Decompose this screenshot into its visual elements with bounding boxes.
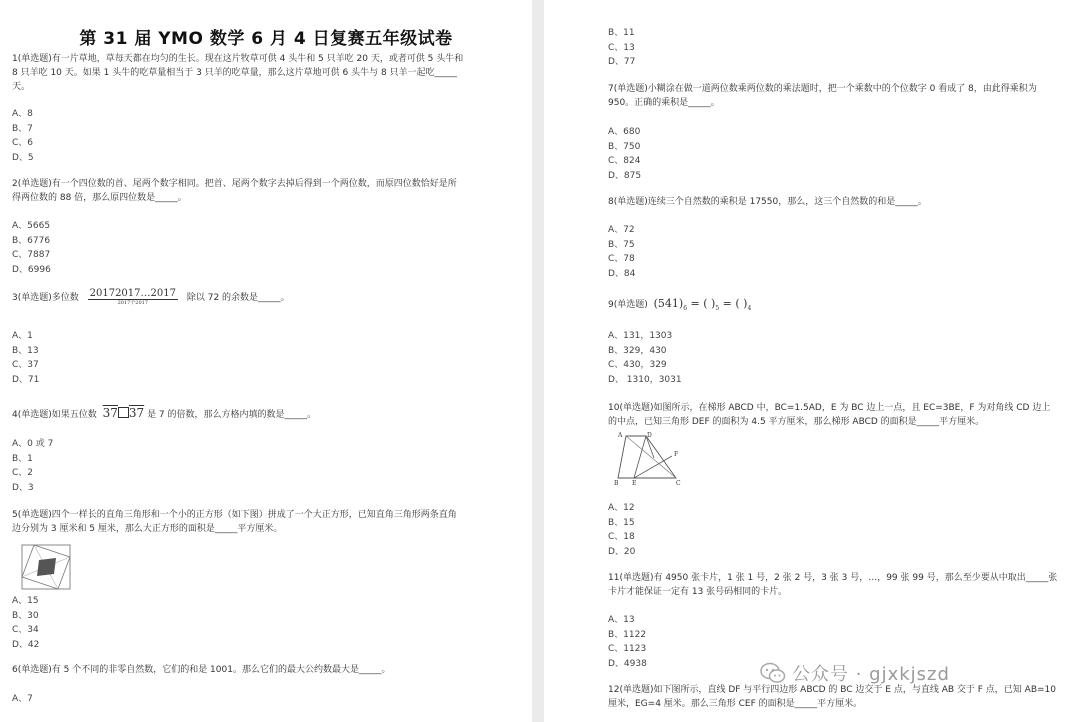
- question-7-options: [608, 125, 641, 183]
- question-6-options: [12, 692, 33, 707]
- option[interactable]: A、12: [608, 503, 635, 513]
- option[interactable]: B、15: [608, 517, 635, 528]
- option[interactable]: C、6: [12, 138, 34, 148]
- question-9-options: [608, 329, 682, 387]
- option[interactable]: A、72: [608, 225, 635, 235]
- question-9-prefix: 9(单选题): [608, 300, 648, 310]
- watermark-text: 公众号 · gjxkjszd: [792, 664, 950, 685]
- question-5-options: [12, 594, 39, 652]
- trapezoid-figure: [614, 430, 690, 486]
- option[interactable]: D、71: [12, 374, 40, 385]
- question-9: [608, 297, 1058, 316]
- question-4: [12, 406, 464, 422]
- option[interactable]: D、6996: [12, 264, 51, 275]
- left-page: [0, 0, 532, 722]
- question-3: [12, 288, 464, 307]
- label-e: E: [632, 480, 637, 486]
- question-10: 10(单选题)如图所示，在梯形 ABCD 中，BC=1.5AD，E 为 BC 边上一点，且 EC=3BE，F 为对角线 CD 边上的中点，已知三角形 DEF 的面积为 4.5 平方厘米，那么梯形 ABCD 的面积是_____平方厘米。: [608, 403, 1051, 427]
- question-3-fraction: [88, 288, 178, 307]
- question-2: 2(单选题)有一个四位数的首、尾两个数字相同。把首、尾两个数字去掉后得到一个两位数，而原四位数恰好是所得两位数的 88 倍，那么原四位数是_____。: [12, 179, 457, 203]
- option[interactable]: A、0 或 7: [12, 439, 54, 449]
- label-f: F: [674, 451, 679, 458]
- exam-title: 第 31 届 YMO 数学 6 月 4 日复赛五年级试卷: [79, 29, 453, 49]
- question-1-options: [12, 107, 34, 165]
- blank-box: [118, 407, 129, 418]
- question-11: 11(单选题)有 4950 张卡片，1 张 1 号，2 张 2 号，3 张 3 号，…，99 张 99 号，那么至少要从中取出_____张卡片才能保证一定有 13 张号码相同的卡片。: [608, 573, 1058, 597]
- option[interactable]: B、6776: [12, 235, 51, 246]
- option[interactable]: B、30: [12, 610, 39, 621]
- option[interactable]: C、34: [12, 625, 39, 635]
- option[interactable]: B、11: [608, 28, 635, 38]
- option[interactable]: D、4938: [608, 658, 647, 669]
- question-6: 6(单选题)有 5 个不同的非零自然数，它们的和是 1001。那么它们的最大公约数最大是_____。: [12, 665, 391, 675]
- option[interactable]: B、750: [608, 141, 641, 152]
- option[interactable]: C、78: [608, 254, 635, 264]
- wechat-watermark: [760, 660, 950, 686]
- option[interactable]: C、18: [608, 532, 635, 542]
- question-2-options: [12, 219, 51, 277]
- label-b: B: [614, 480, 619, 486]
- label-a: A: [618, 432, 623, 439]
- label-d: D: [647, 432, 652, 439]
- option[interactable]: C、430，329: [608, 360, 667, 370]
- option[interactable]: B、75: [608, 239, 635, 250]
- fraction-denominator: 2017个2017: [117, 300, 149, 306]
- label-c: C: [676, 480, 681, 486]
- option[interactable]: C、37: [12, 360, 39, 370]
- question-3-prefix: 3(单选题)多位数: [12, 293, 79, 303]
- right-page: [544, 0, 1080, 722]
- option[interactable]: A、8: [12, 109, 33, 119]
- option[interactable]: D、42: [12, 639, 40, 650]
- option[interactable]: D、84: [608, 268, 636, 279]
- option[interactable]: B、329，430: [608, 345, 667, 356]
- option[interactable]: C、1123: [608, 644, 647, 654]
- option[interactable]: C、13: [608, 42, 635, 53]
- option[interactable]: D、875: [608, 170, 642, 181]
- square-figure: [20, 543, 72, 591]
- question-4-prefix: 4(单选题)如果五位数: [12, 410, 97, 420]
- option[interactable]: C、2: [12, 468, 34, 478]
- question-1: 1(单选题)有一片草地，草每天都在均匀的生长。现在这片牧草可供 4 头牛和 5 只羊吃 20 天，或者可供 5 头牛和 8 只羊吃 10 天。如果 1 头牛的吃草量相当于 3 只羊的吃草量，那么这片草地可供 6 头牛与 8 只羊一起吃_____天。: [12, 54, 464, 92]
- option[interactable]: C、7887: [12, 250, 51, 260]
- option[interactable]: A、5665: [12, 221, 51, 231]
- question-12: 12(单选题)如下图所示，直线 DF 与平行四边形 ABCD 的 BC 边交于 E 点，与直线 AB 交于 F 点，已知 AB=10 厘米，EG=4 厘米。那么三角形 CEF 的面积是_____平方厘米。: [608, 685, 1056, 709]
- option[interactable]: A、1: [12, 331, 33, 341]
- option[interactable]: A、680: [608, 127, 641, 137]
- option[interactable]: C、824: [608, 156, 641, 166]
- page-gutter: [532, 0, 544, 722]
- option[interactable]: B、13: [12, 345, 39, 356]
- question-8: 8(单选题)连续三个自然数的乘积是 17550，那么，这三个自然数的和是_____。: [608, 197, 927, 207]
- question-11-options: [608, 613, 647, 671]
- option[interactable]: A、15: [12, 596, 39, 606]
- option[interactable]: D、20: [608, 546, 636, 557]
- base-conversion-expression: $(541)_6$ = ( )$_5$ = ( )$_4$: [653, 297, 752, 313]
- question-4-options: [12, 437, 53, 495]
- option[interactable]: B、1: [12, 453, 33, 464]
- question-4-suffix: 是 7 的倍数，那么方格内填的数是_____。: [147, 410, 317, 420]
- five-digit-number: 37 37: [102, 406, 145, 420]
- option[interactable]: B、1122: [608, 629, 647, 640]
- question-10-options: [608, 501, 635, 559]
- question-3-options: [12, 329, 39, 387]
- question-5: 5(单选题)四个一样长的直角三角形和一个小的正方形（如下图）拼成了一个大正方形，已知直角三角形两条直角边分别为 3 厘米和 5 厘米，那么大正方形的面积是_____平方厘米。: [12, 510, 457, 534]
- option[interactable]: D、3: [12, 482, 34, 493]
- question-6-options-continued: [608, 26, 635, 70]
- question-3-suffix: 除以 72 的余数是_____。: [186, 293, 290, 303]
- option[interactable]: D、5: [12, 152, 34, 163]
- question-8-options: [608, 223, 635, 281]
- fraction-numerator: 20172017…2017: [89, 288, 176, 299]
- option[interactable]: D、 1310，3031: [608, 374, 682, 385]
- option[interactable]: A、131，1303: [608, 331, 673, 341]
- question-7: 7(单选题)小糊涂在做一道两位数乘两位数的乘法题时，把一个乘数中的个位数字 0 看成了 8，由此得乘积为 950。正确的乘积是_____。: [608, 84, 1037, 108]
- wechat-icon: [760, 662, 786, 684]
- option[interactable]: B、7: [12, 123, 33, 134]
- option[interactable]: A、7: [12, 694, 33, 704]
- option[interactable]: A、13: [608, 615, 635, 625]
- option[interactable]: D、77: [608, 57, 636, 67]
